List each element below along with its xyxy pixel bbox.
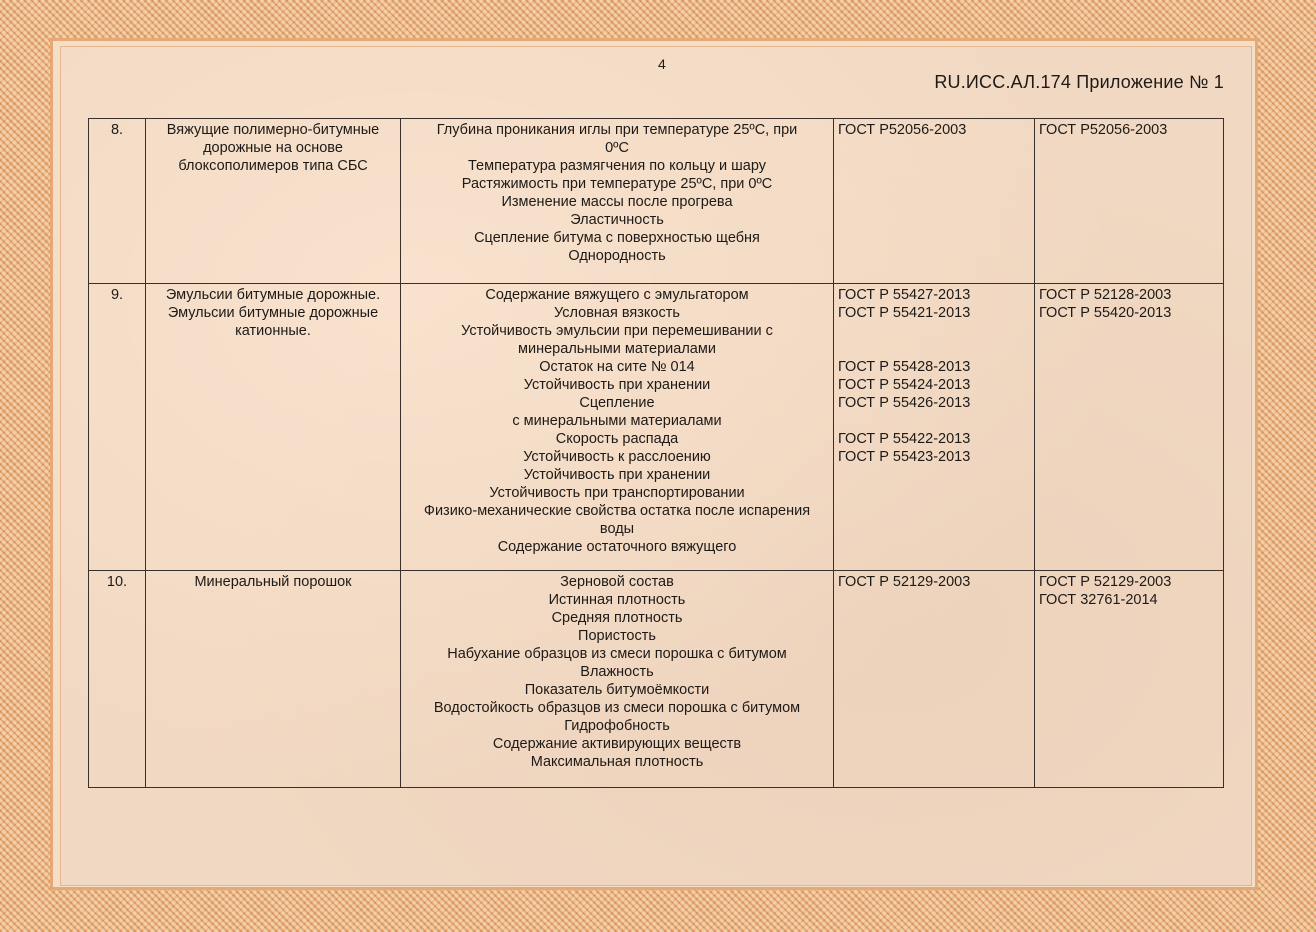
indicators-list-line: Устойчивость при хранении	[523, 467, 711, 483]
row-number: 9.	[89, 284, 146, 571]
test-method	[834, 284, 1035, 571]
test-method-line: ГОСТ Р 55424-2013	[838, 377, 971, 393]
indicators-list-line: Глубина проникания иглы при температуре 25ºС, при	[436, 122, 798, 138]
indicators-list-line: Сцепление	[579, 395, 655, 411]
product-standard-line: ГОСТ Р 52128-2003	[1039, 287, 1172, 303]
test-method-line: ГОСТ Р 55426-2013	[838, 395, 971, 411]
product-name-line: Эмульсии битумные дорожные.	[165, 287, 381, 303]
product-name	[146, 571, 401, 788]
indicators-list-line: Однородность	[568, 248, 666, 264]
indicators-list-line: Температура размягчения по кольцу и шару	[468, 158, 766, 174]
product-name	[146, 284, 401, 571]
indicators-list	[401, 571, 834, 788]
product-name-line: катионные.	[235, 323, 311, 339]
product-standard	[1035, 284, 1224, 571]
product-name-line: Эмульсии битумные дорожные	[167, 305, 379, 321]
test-method-line	[838, 340, 1030, 358]
indicators-list-line: Физико-механические свойства остатка после испарения	[423, 503, 811, 519]
document-reference: RU.ИСС.АЛ.174 Приложение № 1	[934, 72, 1224, 92]
indicators-list-line: Истинная плотность	[548, 592, 686, 608]
accreditation-scope-table	[88, 118, 1224, 788]
indicators-list-line: Гидрофобность	[564, 718, 670, 734]
indicators-list-line: Условная вязкость	[554, 305, 680, 321]
test-method	[834, 119, 1035, 284]
test-method-line: ГОСТ Р 55422-2013	[838, 431, 971, 447]
table-row	[89, 284, 1224, 571]
test-method-line: ГОСТ Р 55428-2013	[838, 359, 971, 375]
indicators-list-line: Средняя плотность	[551, 610, 683, 626]
indicators-list-line: Содержание остаточного вяжущего	[497, 539, 737, 555]
product-standard	[1035, 119, 1224, 284]
product-name-line: дорожные на основе	[203, 140, 343, 156]
indicators-list-line: Максимальная плотность	[530, 754, 704, 770]
indicators-list-line: Изменение массы после прогрева	[501, 194, 733, 210]
indicators-list-line: с минеральными материалами	[512, 413, 722, 429]
table-row	[89, 571, 1224, 788]
indicators-list-line: Устойчивость эмульсии при перемешивании с	[461, 323, 773, 339]
product-standard-line: ГОСТ Р52056-2003	[1039, 122, 1168, 138]
product-standard-line: ГОСТ 32761-2014	[1039, 592, 1158, 608]
product-name-line: Вяжущие полимерно-битумные	[166, 122, 380, 138]
indicators-list-line: Сцепление битума с поверхностью щебня	[474, 230, 760, 246]
table-row	[89, 119, 1224, 284]
product-standard-line: ГОСТ Р 55420-2013	[1039, 305, 1172, 321]
product-standard	[1035, 571, 1224, 788]
indicators-list-line: Устойчивость к расслоению	[523, 449, 711, 465]
indicators-list-line: Содержание вяжущего с эмульгатором	[485, 287, 749, 303]
indicators-list-line: Набухание образцов из смеси порошка с битумом	[447, 646, 787, 662]
indicators-list-line: минеральными материалами	[518, 341, 716, 357]
test-method-line: ГОСТ Р 55421-2013	[838, 305, 971, 321]
indicators-list-line: воды	[599, 521, 635, 537]
product-name-line: блоксополимеров типа СБС	[178, 158, 368, 174]
test-method	[834, 571, 1035, 788]
indicators-list-line: 0ºС	[605, 140, 629, 156]
indicators-list-line: Содержание активирующих веществ	[492, 736, 742, 752]
indicators-list-line: Зерновой состав	[560, 574, 674, 590]
indicators-list-line: Пористость	[578, 628, 656, 644]
indicators-list-line: Показатель битумоёмкости	[524, 682, 710, 698]
test-method-line: ГОСТ Р 52129-2003	[838, 574, 971, 590]
indicators-list	[401, 119, 834, 284]
indicators-list-line: Устойчивость при хранении	[523, 377, 711, 393]
test-method-line	[838, 412, 1030, 430]
indicators-list-line: Эластичность	[570, 212, 664, 228]
indicators-list-line: Устойчивость при транспортировании	[489, 485, 745, 501]
test-method-line: ГОСТ Р52056-2003	[838, 122, 967, 138]
test-method-line: ГОСТ Р 55427-2013	[838, 287, 971, 303]
product-name-line: Минеральный порошок	[194, 574, 352, 590]
row-number: 10.	[89, 571, 146, 788]
indicators-list-line: Растяжимость при температуре 25ºС, при 0ºС	[461, 176, 773, 192]
test-method-line	[838, 322, 1030, 340]
row-number: 8.	[89, 119, 146, 284]
indicators-list-line: Скорость распада	[555, 431, 679, 447]
indicators-list	[401, 284, 834, 571]
test-method-line: ГОСТ Р 55423-2013	[838, 449, 971, 465]
page-number: 4	[658, 56, 666, 72]
product-name	[146, 119, 401, 284]
indicators-list-line: Влажность	[580, 664, 654, 680]
indicators-list-line: Водостойкость образцов из смеси порошка с битумом	[433, 700, 801, 716]
product-standard-line: ГОСТ Р 52129-2003	[1039, 574, 1172, 590]
indicators-list-line: Остаток на сите № 014	[539, 359, 695, 375]
